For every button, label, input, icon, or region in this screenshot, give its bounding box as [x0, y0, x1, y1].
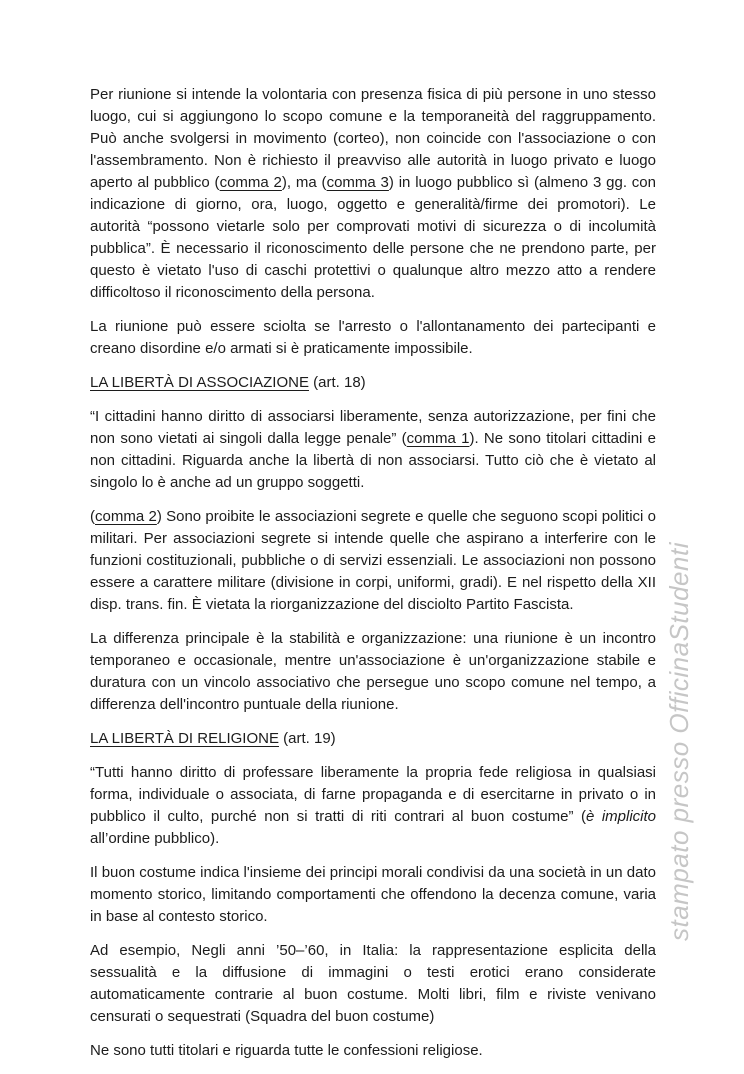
text-run: ), ma ( — [281, 174, 327, 191]
underlined-text: LA LIBERTÀ DI ASSOCIAZIONE — [90, 374, 309, 391]
underlined-text: comma 3 — [326, 174, 389, 191]
text-run: Ne sono tutti titolari e riguarda tutte le confessioni religiose. — [90, 1042, 483, 1059]
paragraph — [90, 406, 656, 494]
paragraph — [90, 628, 656, 716]
paragraph — [90, 316, 656, 360]
text-run: (art. 18) — [308, 374, 366, 391]
text-run: Per riunione si intende la volontaria con presenza fisica di più persone in uno stesso luogo, cui si aggiungono lo scopo comune e la temporaneità del raggruppamento. Può anche svolgersi in movimento (corteo), non coincide con l'associazione o con l'assembramento. Non è richiesto il preavviso alle autorità in luogo privato e luogo aperto al pubblico ( — [90, 86, 656, 191]
underlined-text: LA LIBERTÀ DI RELIGIONE — [90, 730, 279, 747]
text-run: “Tutti hanno diritto di professare liberamente la propria fede religiosa in qualsiasi forma, individuale o associata, di farne propaganda e di esercitarne in privato o in pubblico il culto, purché non si tratti di riti contrari al buon costume” ( — [90, 764, 656, 825]
text-run: La riunione può essere sciolta se l'arresto o l'allontanamento dei partecipanti e creano disordine e/o armati si è praticamente impossibile. — [90, 318, 656, 357]
heading — [90, 372, 656, 394]
underlined-text: comma 1 — [406, 430, 470, 447]
text-run: La differenza principale è la stabilità e organizzazione: una riunione è un incontro temporaneo e occasionale, mentre un'associazione è un'organizzazione stabile e duratura con un vincolo associativo che persegue uno scopo comune nel tempo, a differenza dell'incontro puntuale della riunione. — [90, 630, 656, 713]
text-run: ( — [90, 508, 95, 525]
paragraph — [90, 940, 656, 1028]
underlined-text: comma 2 — [219, 174, 282, 191]
text-run: Ad esempio, Negli anni ’50–’60, in Italia: la rappresentazione esplicita della sessualità e la diffusione di immagini o testi erotici erano considerate automaticamente contrarie al buon costume. Molti libri, film e riviste venivano censurati o sequestrati (Squadra del buon costume) — [90, 942, 656, 1025]
paragraph — [90, 84, 656, 304]
paragraph — [90, 762, 656, 850]
italic-text: è implicito — [585, 808, 656, 825]
text-run: (art. 19) — [278, 730, 336, 747]
underlined-text: comma 2 — [95, 508, 157, 525]
paragraph — [90, 1040, 656, 1062]
heading — [90, 728, 656, 750]
text-run: all’ordine pubblico). — [90, 830, 220, 847]
text-run: Il buon costume indica l'insieme dei principi morali condivisi da una società in un dato momento storico, limitando comportamenti che offendono la decenza comune, varia in base al contesto storico. — [90, 864, 656, 925]
document-body — [90, 84, 656, 1074]
paragraph — [90, 862, 656, 928]
watermark: stampato presso OfficinaStudenti — [664, 542, 694, 941]
text-run: ). Ne sono titolari cittadini e non cittadini. Riguarda anche la libertà di non associarsi. Tutto ciò che è vietato al singolo lo è anche ad un gruppo soggetti. — [90, 430, 656, 491]
text-run: “I cittadini hanno diritto di associarsi liberamente, senza autorizzazione, per fini che non sono vietati ai singoli dalla legge penale” ( — [90, 408, 656, 447]
paragraph — [90, 506, 656, 616]
text-run: ) Sono proibite le associazioni segrete e quelle che seguono scopi politici o militari. Per associazioni segrete si intende quelle che aspirano a interferire con le funzioni costituzionali, pubbliche o di servizi essenziali. Le associazioni non possono essere a carattere militare (divisione in corpi, uniformi, gradi). E nel rispetto della XII disp. trans. fin. È vietata la riorganizzazione del disciolto Partito Fascista. — [90, 508, 657, 613]
text-run: ) in luogo pubblico sì (almeno 3 gg. con indicazione di giorno, ora, luogo, oggetto e generalità/firme dei promotori). Le autorità “possono vietarle solo per comprovati motivi di sicurezza o di incolumità pubblica”. È necessario il riconoscimento delle persone che ne prendono parte, per questo è vietato l'uso di caschi protettivi o qualunque altro mezzo atto a rendere difficoltoso il riconoscimento della persona. — [90, 174, 656, 301]
